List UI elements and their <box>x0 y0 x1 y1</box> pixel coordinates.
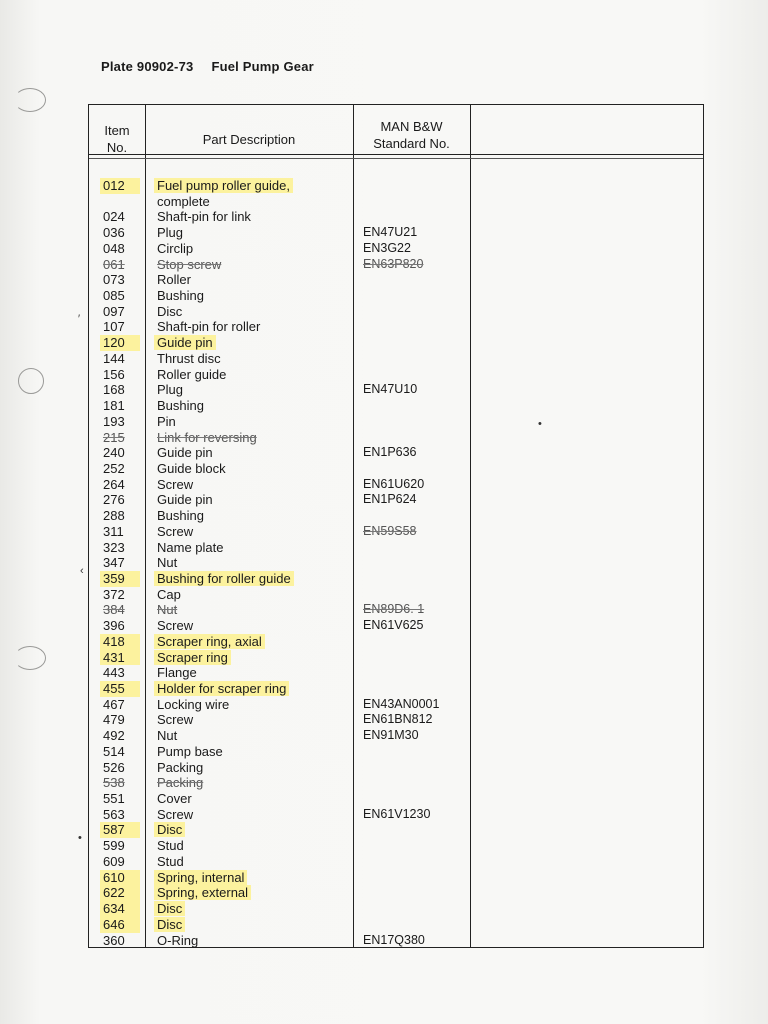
item-number: 240 <box>103 445 125 461</box>
standard-number: EN61BN812 <box>363 712 433 727</box>
part-description <box>157 257 221 273</box>
item-number: 551 <box>103 791 125 807</box>
margin-mark: ‹ <box>80 565 84 577</box>
table-row <box>89 901 703 917</box>
part-description-text: Shaft-pin for link <box>157 209 251 225</box>
part-description-text: Packing <box>157 759 204 775</box>
item-number: 372 <box>103 586 125 602</box>
table-row <box>89 540 703 556</box>
header-item-line1: Item <box>104 123 130 138</box>
item-number: 107 <box>103 319 125 335</box>
item-number: 418 <box>100 634 140 650</box>
standard-number: EN59S58 <box>363 523 417 538</box>
part-description <box>157 728 177 744</box>
part-description-text: Screw <box>157 712 194 728</box>
part-description-text: Name plate <box>157 539 224 555</box>
table-row <box>89 791 703 807</box>
part-description-text: Plug <box>157 225 184 241</box>
item-number: 563 <box>103 806 125 822</box>
item-number: 384 <box>103 602 125 618</box>
item-number: 144 <box>103 350 125 366</box>
part-description-text: Disc <box>154 917 185 932</box>
part-description <box>157 587 181 603</box>
part-description <box>157 367 226 383</box>
part-description <box>157 697 229 713</box>
table-row <box>89 398 703 414</box>
header-std-line2: Standard No. <box>373 136 450 151</box>
part-description <box>157 744 223 760</box>
table-row <box>89 288 703 304</box>
item-number: 311 <box>103 523 124 539</box>
part-description <box>157 807 193 823</box>
part-description <box>157 414 176 430</box>
table-row <box>89 822 703 838</box>
table-row <box>89 477 703 493</box>
part-description <box>157 885 248 901</box>
standard-number: EN1P636 <box>363 445 417 460</box>
part-description-text: Shaft-pin for roller <box>157 319 261 335</box>
table-row <box>89 728 703 744</box>
part-description <box>157 540 223 556</box>
item-number: 012 <box>100 178 140 194</box>
part-description-text: Nut <box>157 728 178 744</box>
item-number: 622 <box>100 885 140 901</box>
part-description-text: Holder for scraper ring <box>154 681 289 696</box>
part-description <box>157 917 182 933</box>
item-number: 120 <box>100 335 140 351</box>
table-row <box>89 807 703 823</box>
table-row <box>89 257 703 273</box>
table-row <box>89 445 703 461</box>
part-description-text: Fuel pump roller guide, <box>154 178 293 193</box>
standard-number: EN43AN0001 <box>363 696 440 711</box>
standard-number: EN89D6. 1 <box>363 602 425 617</box>
part-description-text: Circlip <box>157 240 194 256</box>
part-description <box>157 760 203 776</box>
table-row <box>89 555 703 571</box>
table-row <box>89 508 703 524</box>
part-description <box>157 775 203 791</box>
part-description <box>157 524 193 540</box>
part-description-text: Roller guide <box>157 366 227 382</box>
part-description <box>157 288 204 304</box>
part-description-text: Guide pin <box>157 492 213 508</box>
part-description <box>157 335 213 351</box>
table-row <box>89 602 703 618</box>
part-description <box>157 319 260 335</box>
part-description <box>157 791 192 807</box>
item-number: 599 <box>103 838 125 854</box>
margin-mark: ′ <box>78 313 81 325</box>
part-description-text: Roller <box>157 272 191 288</box>
part-description-text: Link for reversing <box>157 429 257 445</box>
part-description-text: Screw <box>157 476 194 492</box>
parts-list <box>89 178 703 948</box>
table-row <box>89 587 703 603</box>
item-number: 347 <box>103 555 125 571</box>
table-row <box>89 335 703 351</box>
table-row <box>89 430 703 446</box>
standard-number: EN47U21 <box>363 225 418 240</box>
part-description <box>157 634 262 650</box>
part-description <box>157 933 198 949</box>
table-row <box>89 933 703 949</box>
binder-hole-mark <box>14 88 46 112</box>
item-number: 609 <box>103 853 125 869</box>
part-description-text: Locking wire <box>157 696 230 712</box>
part-description <box>157 508 204 524</box>
table-row <box>89 650 703 666</box>
item-number: 073 <box>103 272 125 288</box>
table-row <box>89 712 703 728</box>
part-description-text: Thrust disc <box>157 350 221 366</box>
table-row <box>89 241 703 257</box>
item-number: 467 <box>103 696 125 712</box>
standard-number: EN91M30 <box>363 728 419 743</box>
header-standard-no <box>353 118 470 152</box>
part-description-text: Scraper ring, axial <box>154 634 265 649</box>
part-description-text: Packing <box>157 775 204 791</box>
part-description <box>157 870 244 886</box>
standard-number: EN17Q380 <box>363 932 425 947</box>
page-title <box>101 59 314 74</box>
binder-hole-mark <box>14 646 46 670</box>
part-description-text: complete <box>157 193 210 209</box>
item-number: 323 <box>103 539 125 555</box>
header-std-line1: MAN B&W <box>380 119 443 134</box>
part-description <box>157 351 221 367</box>
table-row <box>89 697 703 713</box>
part-description-text: Pin <box>157 413 176 429</box>
item-number: 610 <box>100 870 140 886</box>
part-description-text: Nut <box>157 602 178 618</box>
item-number: 514 <box>103 743 125 759</box>
header-divider-secondary <box>89 158 703 159</box>
item-number: 193 <box>103 413 125 429</box>
part-description <box>157 430 257 446</box>
part-description <box>157 665 197 681</box>
table-row <box>89 885 703 901</box>
table-row <box>89 492 703 508</box>
part-description-text: Screw <box>157 618 194 634</box>
header-item-no <box>89 122 145 156</box>
header-item-line2: No. <box>106 140 128 155</box>
part-description-text: Cover <box>157 791 192 807</box>
standard-number: EN3G22 <box>363 240 411 255</box>
part-description-text: Stud <box>157 853 184 869</box>
part-description <box>157 822 182 838</box>
part-description-text: Nut <box>157 555 178 571</box>
part-description <box>157 681 286 697</box>
part-description-text: Screw <box>157 806 194 822</box>
item-number: 587 <box>100 822 140 838</box>
table-row <box>89 665 703 681</box>
part-description-text: Spring, external <box>154 885 251 900</box>
item-number: 048 <box>103 240 125 256</box>
item-number: 360 <box>103 932 125 948</box>
item-number: 085 <box>103 288 125 304</box>
standard-number: EN61V1230 <box>363 806 431 821</box>
part-description <box>157 571 291 587</box>
item-number: 288 <box>103 508 125 524</box>
item-number: 526 <box>103 759 125 775</box>
item-number: 264 <box>103 476 125 492</box>
part-description <box>157 854 184 870</box>
part-description-text: Guide block <box>157 460 226 476</box>
item-number: 359 <box>100 571 140 587</box>
part-description <box>157 382 183 398</box>
item-number: 168 <box>103 382 125 398</box>
part-description <box>157 618 193 634</box>
table-row <box>89 744 703 760</box>
item-number: 455 <box>100 681 140 697</box>
table-row <box>89 304 703 320</box>
part-description <box>157 838 184 854</box>
part-description <box>157 304 182 320</box>
header-part-description: Part Description <box>202 132 296 147</box>
part-description-text: O-Ring <box>157 932 199 948</box>
part-description <box>157 272 191 288</box>
part-description-text: Bushing <box>157 288 204 304</box>
part-description-text: Flange <box>157 665 197 681</box>
part-description-text: Bushing <box>157 508 204 524</box>
table-row <box>89 854 703 870</box>
part-description <box>157 178 290 194</box>
part-description-text: Cap <box>157 586 181 602</box>
standard-number: EN63P820 <box>363 256 424 271</box>
table-row <box>89 367 703 383</box>
part-description <box>157 477 193 493</box>
part-description-text: Bushing for roller guide <box>154 571 294 586</box>
table-row <box>89 681 703 697</box>
part-description-text: Guide pin <box>154 335 216 350</box>
item-number: 538 <box>103 775 125 791</box>
part-description <box>157 241 193 257</box>
plate-number: Plate 90902-73 <box>101 59 194 74</box>
item-number: 431 <box>100 650 140 666</box>
part-description-text: Bushing <box>157 398 204 414</box>
margin-mark: • <box>78 832 82 844</box>
table-row <box>89 571 703 587</box>
parts-table <box>88 104 704 948</box>
item-number: 276 <box>103 492 125 508</box>
table-row <box>89 414 703 430</box>
stray-mark: • <box>538 418 542 430</box>
part-description-text: Screw <box>157 523 194 539</box>
table-row <box>89 461 703 477</box>
item-number: 396 <box>103 618 125 634</box>
part-description-text: Spring, internal <box>154 870 247 885</box>
part-description-text: Disc <box>157 303 183 319</box>
table-row <box>89 194 703 210</box>
part-description-text: Stop screw <box>157 256 222 272</box>
item-number: 097 <box>103 303 125 319</box>
table-row <box>89 382 703 398</box>
item-number: 061 <box>103 256 125 272</box>
table-row <box>89 178 703 194</box>
table-row <box>89 351 703 367</box>
item-number: 036 <box>103 225 125 241</box>
table-row <box>89 838 703 854</box>
table-row <box>89 760 703 776</box>
table-row <box>89 618 703 634</box>
part-description <box>157 602 177 618</box>
item-number: 492 <box>103 728 125 744</box>
part-description <box>157 492 213 508</box>
part-description <box>157 901 182 917</box>
standard-number: EN61V625 <box>363 618 424 633</box>
table-row <box>89 225 703 241</box>
item-number: 443 <box>103 665 125 681</box>
standard-number: EN1P624 <box>363 492 417 507</box>
part-description-text: Disc <box>154 822 185 837</box>
binder-hole <box>18 368 44 394</box>
part-description <box>157 445 213 461</box>
item-number: 646 <box>100 917 140 933</box>
table-row <box>89 775 703 791</box>
item-number: 252 <box>103 460 125 476</box>
standard-number: EN61U620 <box>363 476 425 491</box>
header-divider <box>89 154 703 155</box>
standard-number: EN47U10 <box>363 382 418 397</box>
table-row <box>89 524 703 540</box>
part-description <box>157 209 251 225</box>
part-description-text: Stud <box>157 838 184 854</box>
part-description-text: Plug <box>157 382 184 398</box>
part-description <box>157 398 204 414</box>
table-row <box>89 272 703 288</box>
table-row <box>89 634 703 650</box>
part-description <box>157 712 193 728</box>
item-number: 479 <box>103 712 125 728</box>
table-row <box>89 917 703 933</box>
item-number: 024 <box>103 209 125 225</box>
part-description <box>157 225 183 241</box>
table-row <box>89 870 703 886</box>
part-description <box>157 650 228 666</box>
item-number: 634 <box>100 901 140 917</box>
item-number: 181 <box>103 398 125 414</box>
part-description-text: Scraper ring <box>154 650 231 665</box>
part-description <box>157 555 177 571</box>
part-description-text: Disc <box>154 901 185 916</box>
item-number: 215 <box>103 429 125 445</box>
part-description-text: Pump base <box>157 743 223 759</box>
part-description-text: Guide pin <box>157 445 213 461</box>
plate-name: Fuel Pump Gear <box>211 59 314 74</box>
item-number: 156 <box>103 366 125 382</box>
table-row <box>89 319 703 335</box>
table-row <box>89 209 703 225</box>
part-description <box>157 461 226 477</box>
part-description <box>157 194 210 210</box>
